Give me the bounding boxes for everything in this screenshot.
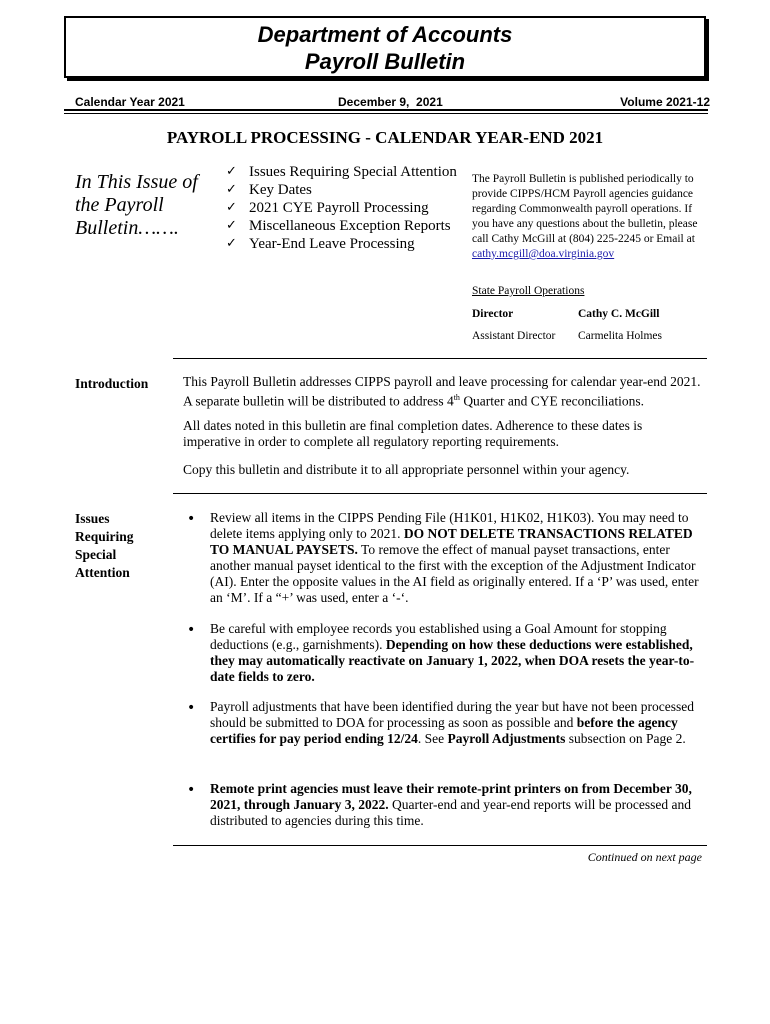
checkmark-icon: ✓	[226, 236, 237, 251]
checkmark-icon: ✓	[226, 182, 237, 197]
issue-date: December 9, 2021	[338, 95, 443, 109]
director-name: Cathy C. McGill	[578, 308, 660, 320]
checklist-item: ✓ Key Dates	[226, 182, 312, 198]
introduction-paragraph: This Payroll Bulletin addresses CIPPS payroll and leave processing for calendar year-end 2021. A separate bulletin will be distributed to address 4th Quarter and CYE reconciliations.	[183, 374, 701, 409]
checklist-item: ✓ 2021 CYE Payroll Processing	[226, 200, 429, 216]
section-divider	[173, 493, 707, 494]
volume-number: Volume 2021-12	[620, 95, 710, 109]
checkmark-icon: ✓	[226, 164, 237, 179]
bullet-icon: •	[187, 782, 196, 798]
checklist-item: ✓ Issues Requiring Special Attention	[226, 164, 457, 180]
continued-note: Continued on next page	[587, 850, 702, 864]
checklist-item: ✓ Miscellaneous Exception Reports	[226, 218, 451, 234]
section-divider	[173, 358, 707, 359]
checkmark-icon: ✓	[226, 218, 237, 233]
director-label: Director	[472, 308, 514, 320]
assistant-director-name: Carmelita Holmes	[578, 330, 662, 342]
issue-bullet-goal-amount: Be careful with employee records you established using a Goal Amount for stopping deductions (e.g., garnishments). Depending on how these deductions were established, they may automatically reactivate on January 1, 2022, when DOA resets the year-to-date fields to zero.	[210, 621, 695, 684]
header-rule-thin	[64, 113, 708, 114]
publication-info-text: The Payroll Bulletin is published periodically to provide CIPPS/HCM Payroll agencies guidance regarding Commonwealth payroll operations. If you have any questions about the bulletin, please call Cathy McGill at (804) 225-2245 or Email at	[472, 173, 698, 245]
introduction-label: Introduction	[75, 376, 149, 391]
bulletin-header	[64, 16, 706, 78]
main-title: PAYROLL PROCESSING - CALENDAR YEAR-END 2021	[166, 128, 604, 147]
bullet-icon: •	[187, 622, 196, 638]
state-payroll-title: State Payroll Operations	[472, 285, 585, 297]
checklist-item: ✓ Year-End Leave Processing	[226, 236, 415, 252]
dates-paragraph: All dates noted in this bulletin are final completion dates. Adherence to these dates is imperative in order to complete all regulatory reporting requirements.	[183, 418, 643, 449]
issue-bullet-payroll-adjustments: Payroll adjustments that have been identified during the year but have not been processed should be submitted to DOA for processing as soon as possible and before the agency certifies for pay period ending 12/24. See Payroll Adjustments subsection on Page 2.	[210, 699, 694, 746]
bulletin-title: Payroll Bulletin	[304, 49, 466, 74]
contact-email-link[interactable]: cathy.mcgill@doa.virginia.gov	[472, 248, 615, 260]
checkmark-icon: ✓	[226, 200, 237, 215]
issues-label: Issues Requiring Special Attention	[75, 511, 134, 580]
distribute-paragraph: Copy this bulletin and distribute it to all appropriate personnel within your agency.	[183, 462, 630, 477]
calendar-year: Calendar Year 2021	[75, 95, 185, 109]
bullet-icon: •	[187, 511, 196, 527]
section-divider	[173, 845, 707, 846]
issue-bullet-pending-file: Review all items in the CIPPS Pending File (H1K01, H1K02, H1K03). You may need to delete items applying only to 2021. DO NOT DELETE TRANSACTIONS RELATED TO MANUAL PAYSETS. To remove the effect of manual payset transactions, enter another manual payset identical to the first with the exception of the Adjustment Indicator (AI). Enter the opposite values in the AI field as originally entered. If a ‘P’ was used, enter an ‘M’. If a “+’ was used, enter a ‘-‘.	[210, 510, 699, 605]
issue-checklist	[226, 163, 461, 253]
bullet-icon: •	[187, 700, 196, 716]
department-title: Department of Accounts	[257, 22, 513, 47]
issue-bullet-remote-print: Remote print agencies must leave their remote-print printers on from December 30, 2021, through January 3, 2022. Quarter-end and year-end reports will be processed and distributed to agencies during this time.	[210, 781, 692, 828]
publication-info	[472, 172, 704, 262]
in-this-issue-heading: In This Issue of the Payroll Bulletin…….	[75, 171, 198, 239]
header-rule-thick	[64, 109, 708, 111]
assistant-director-label: Assistant Director	[472, 330, 556, 342]
